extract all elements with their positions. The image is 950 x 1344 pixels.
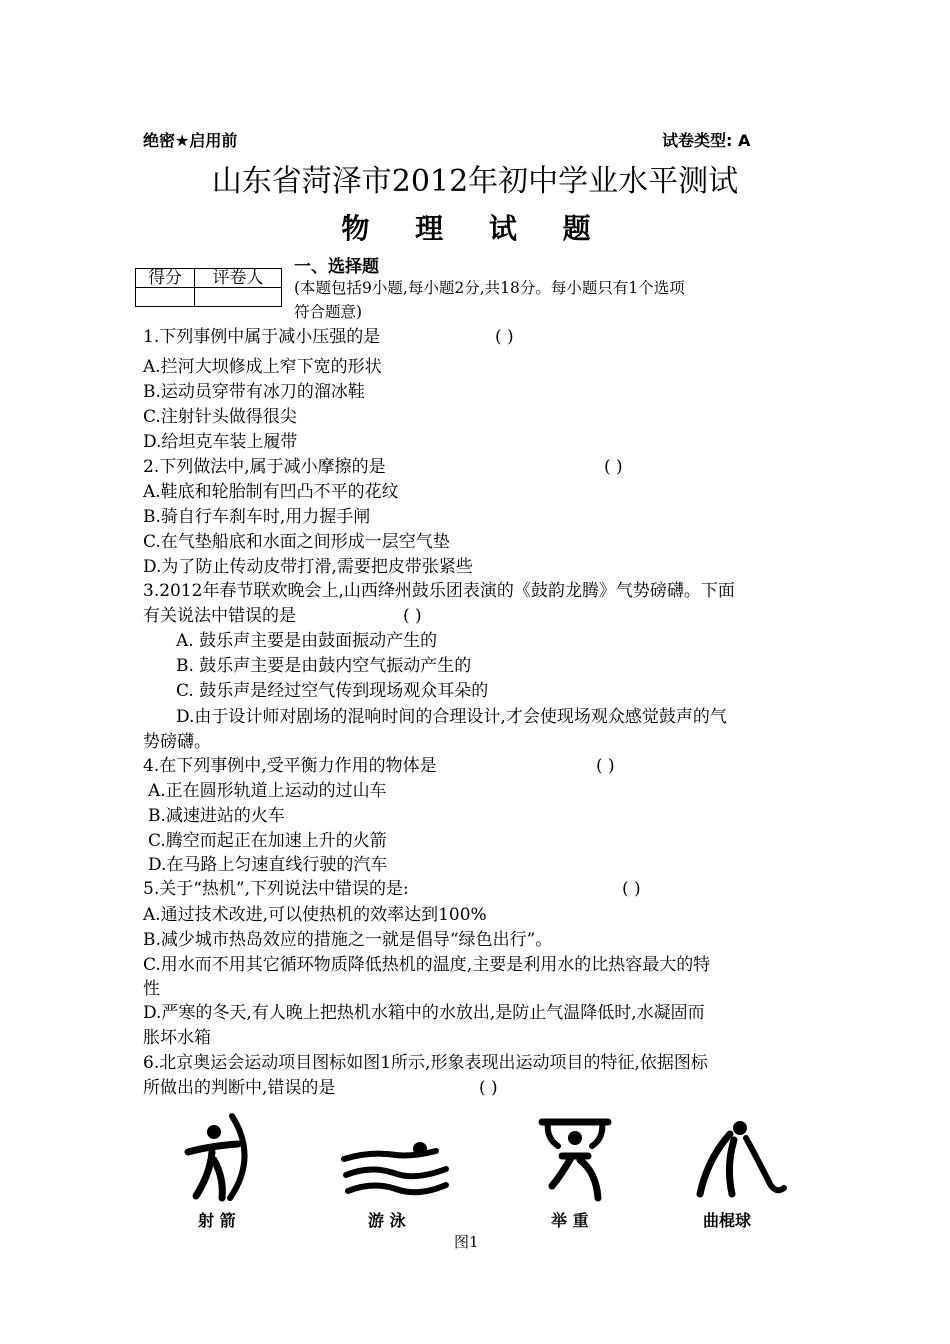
grader-header: 评卷人 (195, 269, 282, 288)
question-3-option-c[interactable]: C. 鼓乐声是经过空气传到现场观众耳朵的 (176, 681, 489, 701)
swimming-icon (340, 1135, 452, 1199)
question-2-option-d[interactable]: D.为了防止传动皮带打滑,需要把皮带张紧些 (143, 557, 473, 577)
exam-subtitle: 物 理 试 题 (341, 212, 609, 245)
question-5-option-c-cont: 性 (143, 979, 160, 999)
question-6-stem-cont: 所做出的判断中,错误的是 (143, 1078, 336, 1098)
question-3-option-b[interactable]: B. 鼓乐声主要是由鼓内空气振动产生的 (176, 656, 472, 676)
question-1-stem: 1.下列事例中属于减小压强的是 (143, 327, 381, 347)
section-heading: 一、选择题 (294, 257, 379, 277)
question-5-option-d-cont: 胀坏水箱 (143, 1028, 211, 1048)
question-5-option-a[interactable]: A.通过技术改进,可以使热机的效率达到100% (143, 905, 487, 925)
score-header: 得分 (136, 269, 195, 288)
question-2-option-a[interactable]: A.鞋底和轮胎制有凹凸不平的花纹 (143, 482, 399, 502)
weightlifting-label: 举 重 (551, 1211, 589, 1230)
question-2-option-b[interactable]: B.骑自行车刹车时,用力握手闸 (143, 507, 371, 527)
question-1-blank[interactable]: ( ) (495, 327, 514, 347)
question-1-option-a[interactable]: A.拦河大坝修成上窄下宽的形状 (143, 357, 382, 377)
question-1-option-b[interactable]: B.运动员穿带有冰刀的溜冰鞋 (143, 382, 365, 402)
question-1-option-c[interactable]: C.注射针头做得很尖 (143, 407, 297, 427)
question-5-blank[interactable]: ( ) (622, 879, 641, 899)
score-table (135, 268, 282, 307)
archery-label: 射 箭 (198, 1211, 236, 1230)
weightlifting-icon (538, 1116, 612, 1202)
question-5-stem: 5.关于“热机”,下列说法中错误的是: (143, 879, 409, 899)
archery-icon (180, 1112, 260, 1202)
hockey-icon (696, 1114, 788, 1200)
question-1-option-d[interactable]: D.给坦克车装上履带 (143, 432, 298, 452)
score-cell[interactable] (136, 288, 195, 307)
section-note: (本题包括9小题,每小题2分,共18分。每小题只有1个选项 (294, 279, 685, 297)
question-4-blank[interactable]: ( ) (596, 756, 615, 776)
question-3-stem: 3.2012年春节联欢晚会上,山西绛州鼓乐团表演的《鼓韵龙腾》气势磅礴。下面 (143, 581, 735, 601)
question-6-stem: 6.北京奥运会运动项目图标如图1所示,形象表现出运动项目的特征,依据图标 (143, 1053, 708, 1073)
question-3-stem-cont: 有关说法中错误的是 (143, 606, 296, 626)
confidential-label: 绝密★启用前 (143, 131, 238, 150)
question-3-option-d[interactable]: D.由于设计师对剧场的混响时间的合理设计,才会使现场观众感觉鼓声的气 (176, 707, 727, 727)
question-3-blank[interactable]: ( ) (403, 606, 422, 626)
question-2-blank[interactable]: ( ) (604, 457, 623, 477)
question-2-stem: 2.下列做法中,属于减小摩擦的是 (143, 457, 386, 477)
hockey-label: 曲棍球 (703, 1211, 752, 1230)
question-5-option-d[interactable]: D.严寒的冬天,有人晚上把热机水箱中的水放出,是防止气温降低时,水凝固而 (143, 1003, 705, 1023)
figure-caption: 图1 (454, 1233, 479, 1251)
section-note-cont: 符合题意) (294, 303, 363, 321)
question-3-option-d-cont: 势磅礴。 (143, 732, 211, 752)
question-3-option-a[interactable]: A. 鼓乐声主要是由鼓面振动产生的 (176, 631, 438, 651)
question-5-option-c[interactable]: C.用水而不用其它循环物质降低热机的温度,主要是利用水的比热容最大的特 (143, 955, 711, 975)
question-2-option-c[interactable]: C.在气垫船底和水面之间形成一层空气垫 (143, 532, 450, 552)
question-4-option-c[interactable]: C.腾空而起正在加速上升的火箭 (148, 831, 387, 851)
swimming-label: 游 泳 (368, 1211, 406, 1230)
question-4-option-a[interactable]: A.正在圆形轨道上运动的过山车 (148, 781, 387, 801)
question-5-option-b[interactable]: B.减少城市热岛效应的措施之一就是倡导“绿色出行”。 (143, 930, 553, 950)
question-4-option-b[interactable]: B.减速进站的火车 (148, 806, 285, 826)
question-6-blank[interactable]: ( ) (479, 1078, 498, 1098)
grader-cell[interactable] (195, 288, 282, 307)
question-4-stem: 4.在下列事例中,受平衡力作用的物体是 (143, 756, 437, 776)
exam-type-label: 试卷类型: A (662, 131, 751, 150)
exam-title: 山东省菏泽市2012年初中学业水平测试 (211, 164, 739, 199)
question-4-option-d[interactable]: D.在马路上匀速直线行驶的汽车 (148, 855, 388, 875)
